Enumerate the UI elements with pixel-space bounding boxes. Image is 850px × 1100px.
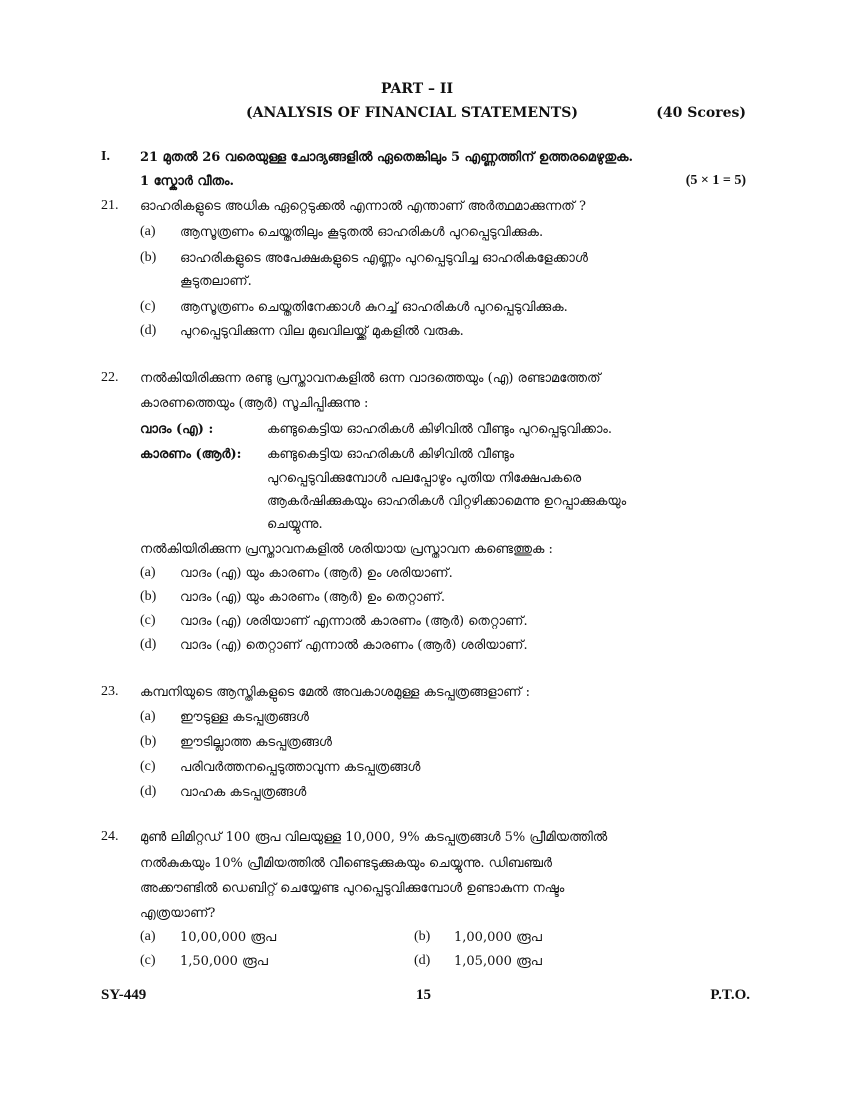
option-text: 1,50,000 രൂപ	[180, 954, 268, 969]
option-label: (c)	[140, 299, 156, 314]
option-text: ആസൂത്രണം ചെയ്തതിലും കൂടുതൽ ഓഹരികൾ പുറപ്പെടുവിക്കുക.	[180, 225, 544, 240]
option-label: (a)	[140, 709, 156, 724]
question-text-line: നൽകിയിരിക്കുന്ന രണ്ടു പ്രസ്താവനകളിൽ ഒന്ന വാദത്തെയും (എ) രണ്ടാമത്തേത്	[140, 371, 601, 386]
reason-text-line: പുറപ്പെടുവിക്കുമ്പോൾ പലപ്പോഴും പുതിയ നിക്ഷേപകരെ	[267, 471, 582, 486]
option-text: ആസൂത്രണം ചെയ്തതിനേക്കാൾ കുറച്ച് ഓഹരികൾ പുറപ്പെടുവിക്കുക.	[180, 300, 568, 315]
option-text: വാഹക കടപ്പത്രങ്ങൾ	[180, 785, 307, 800]
option-text: പുറപ്പെടുവിക്കുന്ന വില മുഖവിലയ്ക്ക് മുകളിൽ വരുക.	[180, 324, 464, 339]
option-text: 1,00,000 രൂപ	[454, 930, 542, 945]
option-label: (b)	[140, 589, 157, 604]
please-turn-over: P.T.O.	[710, 987, 750, 1003]
question-number: 21.	[101, 198, 119, 213]
option-label: (a)	[140, 565, 156, 580]
assertion-label: വാദം (എ) :	[140, 422, 214, 437]
question-text-line: അക്കൗണ്ടിൽ ഡെബിറ്റ് ചെയ്യേണ്ട പുറപ്പെടുവിക്കുമ്പോൾ ഉണ്ടാകുന്ന നഷ്ടം	[140, 881, 565, 896]
question-text-line: നൽകുകയും 10% പ്രീമിയത്തിൽ വീണ്ടെടുക്കുകയും ചെയ്യുന്നു. ഡിബഞ്ചർ	[140, 856, 552, 871]
score-formula: (5 × 1 = 5)	[685, 173, 746, 188]
option-label: (d)	[140, 323, 157, 338]
option-label: (b)	[140, 250, 157, 265]
option-text: 10,00,000 രൂപ	[180, 930, 277, 945]
question-number: 23.	[101, 684, 119, 699]
option-label: (c)	[140, 953, 156, 968]
option-label: (d)	[414, 953, 431, 968]
page-number: 15	[416, 987, 431, 1003]
paper-code: SY-449	[101, 987, 147, 1003]
option-text: ഓഹരികളുടെ അപേക്ഷകളുടെ എണ്ണം പുറപ്പെടുവിച്ച ഓഹരികളേക്കാൾ	[180, 251, 588, 266]
section-subtitle: (ANALYSIS OF FINANCIAL STATEMENTS)	[246, 105, 579, 121]
option-label: (a)	[140, 224, 156, 239]
option-text: ഈടില്ലാത്ത കടപ്പത്രങ്ങൾ	[180, 735, 332, 750]
option-label: (c)	[140, 759, 156, 774]
reason-text-line: ചെയ്യുന്നു.	[267, 517, 323, 532]
option-text: വാദം (എ) തെറ്റാണ് എന്നാൽ കാരണം (ആർ) ശരിയാണ്.	[180, 638, 528, 653]
question-number: 24.	[101, 829, 119, 844]
option-label: (b)	[414, 929, 431, 944]
question-text-line: കാരണത്തെയും (ആർ) സൂചിപ്പിക്കുന്നു :	[140, 396, 369, 411]
assertion-text: കണ്ടുകെട്ടിയ ഓഹരികൾ കിഴിവിൽ വീണ്ടും പുറപ്പെടുവിക്കാം.	[267, 422, 612, 437]
option-label: (d)	[140, 637, 157, 652]
option-text: വാദം (എ) ശരിയാണ് എന്നാൽ കാരണം (ആർ) തെറ്റാണ്.	[180, 614, 528, 629]
option-label: (c)	[140, 613, 156, 628]
reason-text-line: കണ്ടുകെട്ടിയ ഓഹരികൾ കിഴിവിൽ വീണ്ടും	[267, 447, 515, 462]
reason-text-line: ആകർഷിക്കുകയും ഓഹരികൾ വിറ്റഴിക്കാമെന്നു ഉറപ്പാക്കുകയും	[267, 494, 627, 509]
score-note: 1 സ്കോർ വീതം.	[140, 174, 235, 189]
option-text-continued: കൂടുതലാണ്.	[180, 274, 252, 289]
option-text: വാദം (എ) യും കാരണം (ആർ) ഉം തെറ്റാണ്.	[180, 590, 446, 605]
option-label: (a)	[140, 929, 156, 944]
option-label: (d)	[140, 784, 157, 799]
question-text-line: മുൺ ലിമിറ്റഡ് 100 രൂപ വിലയുള്ള 10,000, 9% കടപ്പത്രങ്ങൾ 5% പ്രീമിയത്തിൽ	[140, 830, 608, 845]
part-heading: PART – II	[381, 81, 454, 97]
option-text: 1,05,000 രൂപ	[454, 954, 542, 969]
question-number: 22.	[101, 370, 119, 385]
section-instruction: 21 മുതൽ 26 വരെയുള്ള ചോദ്യങ്ങളിൽ ഏതെങ്കിലും 5 എണ്ണത്തിന് ഉത്തരമെഴുതുക.	[140, 150, 634, 165]
option-text: പരിവർത്തനപ്പെടുത്താവുന്ന കടപ്പത്രങ്ങൾ	[180, 760, 421, 775]
option-text: ഈടുള്ള കടപ്പത്രങ്ങൾ	[180, 710, 309, 725]
question-prompt: നൽകിയിരിക്കുന്ന പ്രസ്താവനകളിൽ ശരിയായ പ്രസ്താവന കണ്ടെത്തുക :	[140, 542, 553, 557]
total-scores: (40 Scores)	[656, 105, 746, 121]
option-text: വാദം (എ) യും കാരണം (ആർ) ഉം ശരിയാണ്.	[180, 566, 453, 581]
section-number: I.	[101, 149, 110, 164]
reason-label: കാരണം (ആർ):	[140, 447, 242, 462]
option-label: (b)	[140, 734, 157, 749]
question-text: ഓഹരികളുടെ അധിക ഏറ്റെടുക്കൽ എന്നാൽ എന്താണ് അർത്ഥമാക്കുന്നത് ?	[140, 199, 586, 214]
question-text-line: എത്രയാണ്?	[140, 906, 216, 921]
question-text: കമ്പനിയുടെ ആസ്തികളുടെ മേൽ അവകാശമുള്ള കടപ്പത്രങ്ങളാണ് :	[140, 685, 530, 700]
